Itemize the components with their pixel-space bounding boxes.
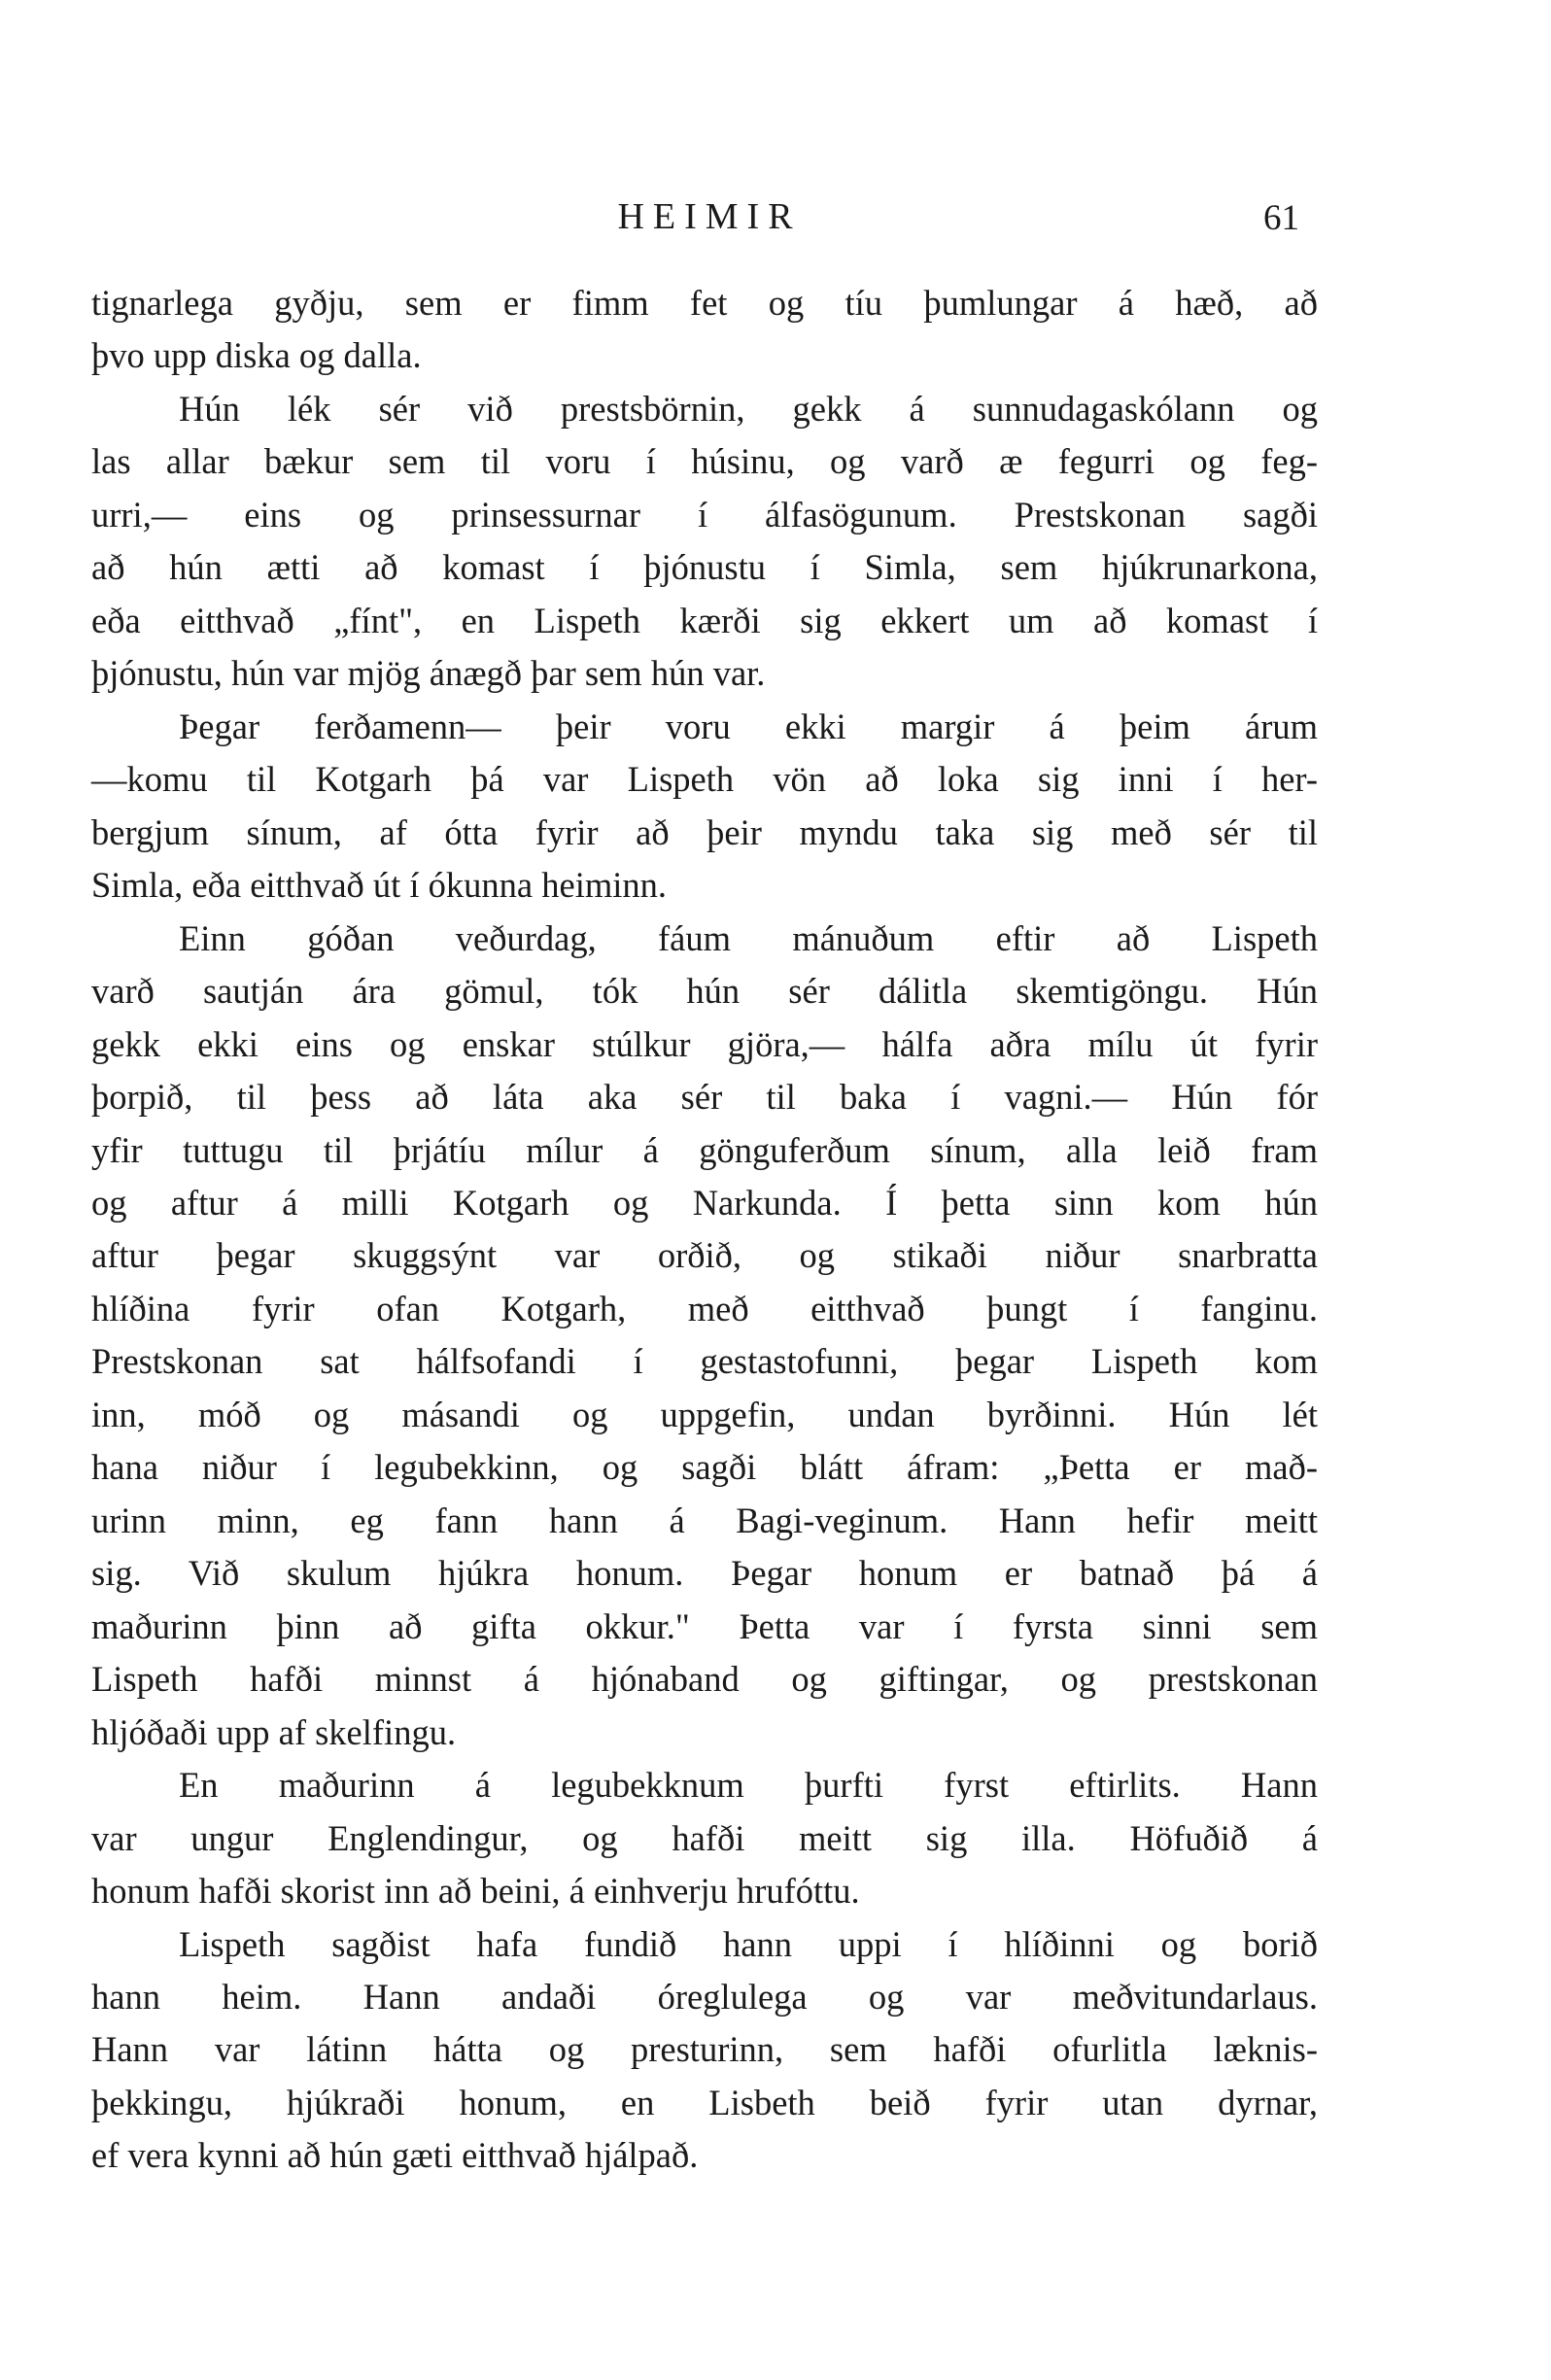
text-line: hann heim. Hann andaði óreglulega og var meðvitundarlaus. — [91, 1977, 1318, 2017]
text-line: tignarlega gyðju, sem er fimm fet og tíu þumlungar á hæð, að — [91, 283, 1318, 323]
text-line: og aftur á milli Kotgarh og Narkunda. Í þetta sinn kom hún — [91, 1182, 1318, 1223]
text-line: þjónustu, hún var mjög ánægð þar sem hún var. — [91, 653, 766, 694]
page-number: 61 — [1263, 198, 1299, 238]
text-line: ef vera kynni að hún gæti eitthvað hjálpað. — [91, 2135, 699, 2176]
running-title: HEIMIR — [617, 196, 802, 237]
running-head — [0, 192, 1551, 241]
text-line: varð sautján ára gömul, tók hún sér dálitla skemtigöngu. Hún — [91, 971, 1318, 1012]
text-line: eða eitthvað „fínt", en Lispeth kærði sig ekkert um að komast í — [91, 600, 1318, 640]
text-line: maðurinn þinn að gifta okkur." Þetta var í fyrsta sinni sem — [91, 1605, 1318, 1646]
text-line: inn, móð og másandi og uppgefin, undan byrðinni. Hún lét — [91, 1394, 1318, 1434]
text-line: sig. Við skulum hjúkra honum. Þegar honum er batnað þá á — [91, 1553, 1318, 1594]
text-line: var ungur Englendingur, og hafði meitt sig illa. Höfuðið á — [91, 1817, 1318, 1858]
text-line: gekk ekki eins og enskar stúlkur gjöra,— hálfa aðra mílu út fyrir — [91, 1023, 1318, 1064]
text-line: Simla, eða eitthvað út í ókunna heiminn. — [91, 865, 668, 906]
body-text — [91, 277, 1318, 2183]
text-line: Hún lék sér við prestsbörnin, gekk á sunnudagaskólann og — [179, 388, 1318, 429]
text-line: hljóðaði upp af skelfingu. — [91, 1711, 457, 1752]
text-line: urinn minn, eg fann hann á Bagi-veginum. Hann hefir meitt — [91, 1500, 1318, 1540]
text-line: honum hafði skorist inn að beini, á einhverju hrufóttu. — [91, 1871, 860, 1912]
text-line: að hún ætti að komast í þjónustu í Simla, sem hjúkrunarkona, — [91, 547, 1318, 588]
text-line: Prestskonan sat hálfsofandi í gestastofunni, þegar Lispeth kom — [91, 1341, 1318, 1382]
text-line: hana niður í legubekkinn, og sagði blátt áfram: „Þetta er mað- — [91, 1447, 1318, 1488]
text-line: aftur þegar skuggsýnt var orðið, og stikaði niður snarbratta — [91, 1235, 1318, 1276]
text-line: En maðurinn á legubekknum þurfti fyrst eftirlits. Hann — [179, 1765, 1318, 1806]
text-line: Hann var látinn hátta og presturinn, sem hafði ofurlitla læknis- — [91, 2029, 1318, 2070]
text-line: hlíðina fyrir ofan Kotgarh, með eitthvað þungt í fanginu. — [91, 1288, 1318, 1328]
text-line: —komu til Kotgarh þá var Lispeth vön að loka sig inni í her- — [91, 759, 1318, 800]
text-line: Lispeth sagðist hafa fundið hann uppi í hlíðinni og borið — [179, 1923, 1318, 1964]
text-line: las allar bækur sem til voru í húsinu, og varð æ fegurri og feg- — [91, 441, 1318, 482]
text-line: þorpið, til þess að láta aka sér til baka í vagni.— Hún fór — [91, 1077, 1318, 1118]
text-line: bergjum sínum, af ótta fyrir að þeir myndu taka sig með sér til — [91, 811, 1318, 852]
text-line: Þegar ferðamenn— þeir voru ekki margir á þeim árum — [179, 706, 1318, 746]
text-line: urri,— eins og prinsessurnar í álfasögunum. Prestskonan sagði — [91, 494, 1318, 535]
text-line: Lispeth hafði minnst á hjónaband og giftingar, og prestskonan — [91, 1659, 1318, 1700]
text-line: yfir tuttugu til þrjátíu mílur á gönguferðum sínum, alla leið fram — [91, 1129, 1318, 1170]
text-line: þekkingu, hjúkraði honum, en Lisbeth beið fyrir utan dyrnar, — [91, 2082, 1318, 2122]
text-line: Einn góðan veðurdag, fáum mánuðum eftir að Lispeth — [179, 917, 1318, 958]
text-line: þvo upp diska og dalla. — [91, 335, 422, 376]
